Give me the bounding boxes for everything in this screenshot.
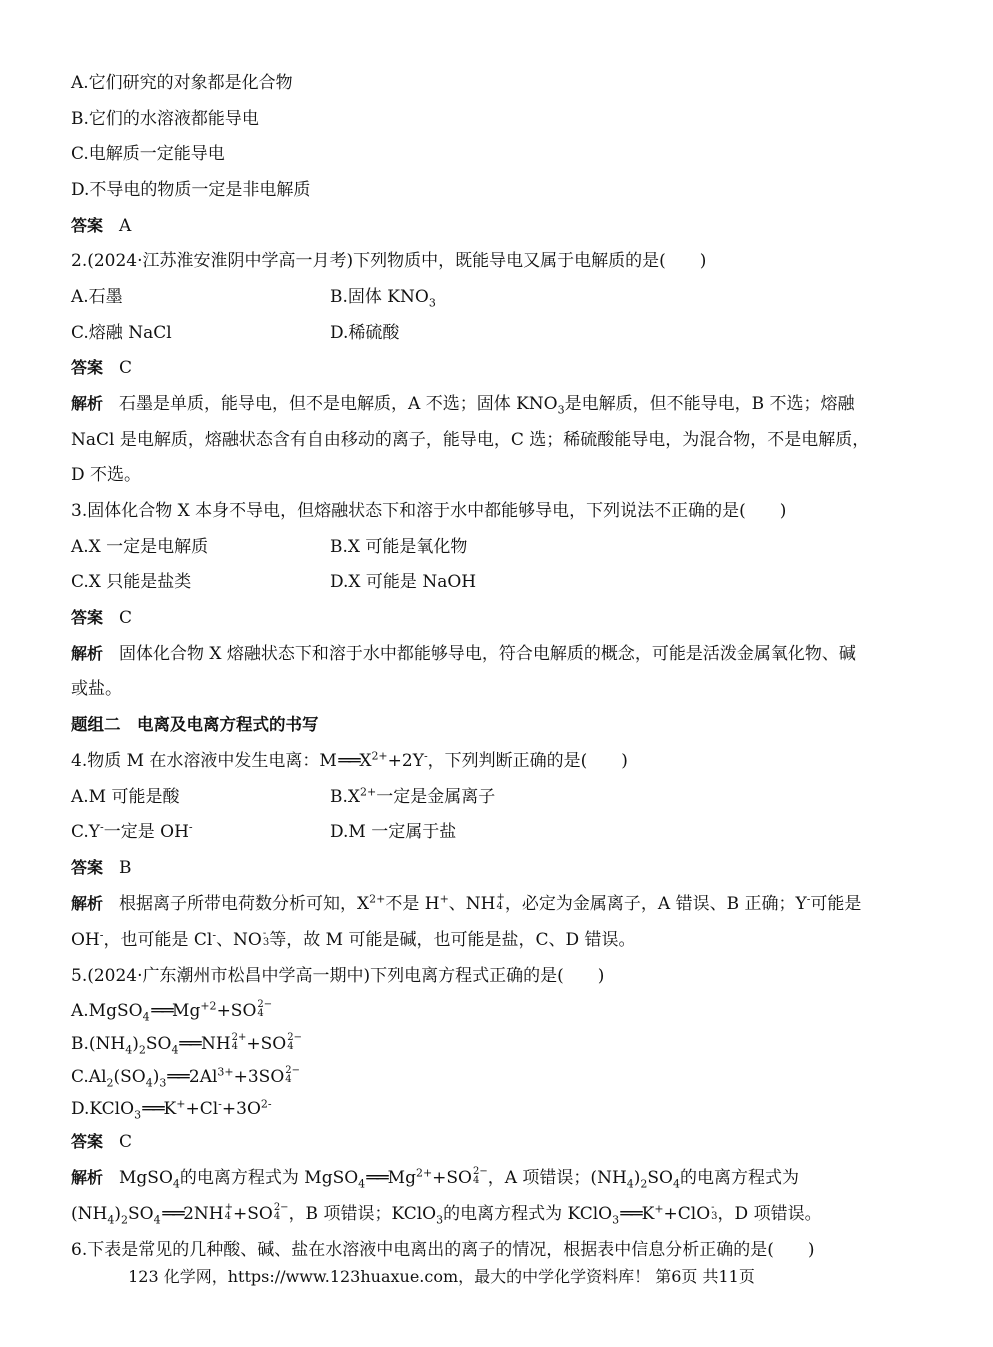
q2-analysis-line2: NaCl 是电解质，熔融状态含有自由移动的离子，能导电，C 选；稀硫酸能导电，为混合物，不是电解质， [71,430,870,450]
q4-answer [71,857,132,879]
q4-options-row1 [71,785,496,808]
q3-analysis-line2: 或盐。 [71,679,122,699]
analysis-label: 解析 [71,644,104,663]
q1-answer [71,215,131,237]
q5-option-a: $A.MgSO_4══Mg^{+2}+SO$ 2− 4 [71,998,273,1024]
q3-option-d: D.X 可能是 NaOH [330,572,477,592]
q2-analysis-line1: 解析 石墨是单质，能导电，但不是电解质，A 不选；固体 $KNO_3$是电解质，但不能导电，B 不选；熔融 [71,394,855,417]
answer-value: C [119,608,133,628]
q2-options-row2 [71,322,400,344]
q5-answer [71,1131,132,1153]
answer-label: 答案 [71,858,104,877]
q4-options-row2 [71,820,457,843]
q3-options-row2 [71,571,477,593]
q4-stem: 4.物质 M 在水溶液中发生电离：$M══X^{2+}+2Y^-$，下列判断正确的是( ) [71,749,628,771]
q5-option-d: $D.KClO_3══K^++Cl^-+3O^{2-}$ [71,1097,272,1122]
q4-option-c: C.Y-一定是 OH- [71,820,193,842]
q5-stem: 5.(2024·广东潮州市松昌中学高一期中)下列电离方程式正确的是( ) [71,966,605,986]
answer-label: 答案 [71,608,104,627]
answer-label: 答案 [71,358,104,377]
q4-analysis-line1: 解析 根据离子所带电荷数分析可知，$X^{2+}$不是 H+、NH + 4 ，必定为金属离子，A 错误、B 正确；Y-可能是 [71,891,862,914]
footer-text: 123 化学网，https://www.123huaxue.com，最大的中学化学资料库！ 第6页 共11页 [128,1267,755,1286]
q3-answer [71,607,132,629]
answer-value: A [119,216,132,236]
analysis-label: 解析 [71,1168,104,1187]
analysis-label: 解析 [71,394,104,413]
q3-analysis-line1: 解析 固体化合物 X 熔融状态下和溶于水中都能够导电，符合电解质的概念，可能是活泼金属氧化物、碱 [71,644,856,664]
answer-value: C [119,1132,133,1152]
q1-option-d: D.不导电的物质一定是非电解质 [71,180,311,200]
q4-analysis-line2: OH-，也可能是 Cl-、NO - 3 等，故 M 可能是碱，也可能是盐，C、D 错误。 [71,927,636,950]
q1-option-c: C.电解质一定能导电 [71,144,225,164]
analysis-label: 解析 [71,894,104,913]
section-heading: 题组二 电离及电离方程式的书写 [71,715,319,734]
q2-option-a: A.石墨 [71,287,123,307]
q2-option-c: C.熔融 NaCl [71,323,172,343]
q3-options-row1 [71,536,468,558]
answer-label: 答案 [71,216,104,235]
q4-option-a: A.M 可能是酸 [71,787,180,807]
q3-option-b: B.X 可能是氧化物 [330,537,468,557]
answer-value: C [119,358,133,378]
page-footer [0,1264,993,1287]
q2-stem: 2.(2024·江苏淮安淮阴中学高一月考)下列物质中，既能导电又属于电解质的是( ) [71,251,707,271]
q2-analysis-line3: D 不选。 [71,465,142,485]
q4-option-d: D.M 一定属于盐 [330,822,457,842]
q4-option-b: $B.X^{2+}$一定是金属离子 [330,785,496,807]
q1-option-b: B.它们的水溶液都能导电 [71,109,259,129]
q1-option-a: A.它们研究的对象都是化合物 [71,73,293,93]
answer-label: 答案 [71,1132,104,1151]
q5-analysis-line2: $(NH_4)_2SO_4══2NH$ + 4 +SO 2− 4 ，B 项错误；KClO$_3$的电离方程式为 KClO$_3$══K++ClO - 3 ，D 项错误。 [71,1201,822,1227]
q2-answer [71,357,132,379]
q2-option-d: D.稀硫酸 [330,323,400,343]
q3-stem: 3.固体化合物 X 本身不导电，但熔融状态下和溶于水中都能够导电，下列说法不正确的是( ) [71,501,787,521]
q2-options-row1 [71,286,436,310]
q2-option-b: B.固体 $KNO_3$ [330,287,436,310]
q5-option-b: $B.(NH_4)_2SO_4══NH$ 2+ 4 +SO 2− 4 [71,1031,302,1057]
answer-value: B [119,858,132,878]
q5-option-c: $C.Al_2(SO_4)_3══2Al^{3+}+3SO$ 2− 4 [71,1064,301,1090]
q3-option-a: A.X 一定是电解质 [71,537,209,557]
q3-option-c: C.X 只能是盐类 [71,572,192,592]
q5-analysis-line1: 解析 MgSO$_4$的电离方程式为 $MgSO_4══Mg^{2+}+SO$ 2− 4 ，A 项错误；$(NH_4)_2SO_4$的电离方程式为 [71,1165,799,1191]
q6-stem: 6.下表是常见的几种酸、碱、盐在水溶液中电离出的离子的情况，根据表中信息分析正确的是( ) [71,1240,815,1260]
